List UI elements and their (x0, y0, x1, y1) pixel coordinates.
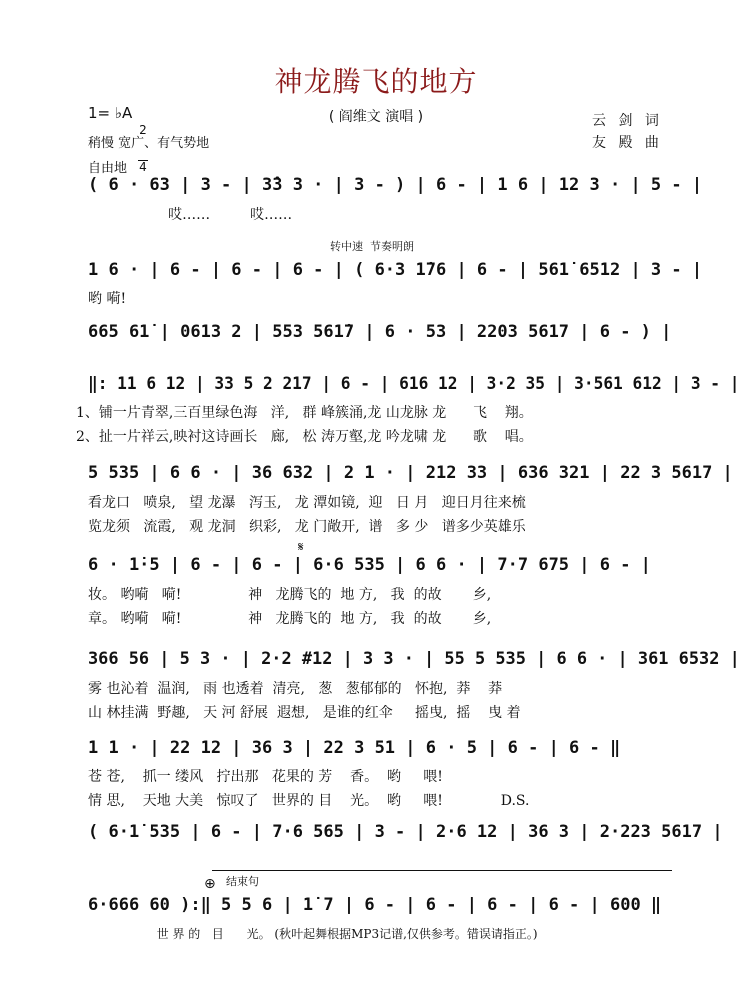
segno-sign: 𝄋 (298, 540, 304, 555)
lyric-row-6-verse-1: 妆。 哟嗬 嗬! 神 龙腾飞的 地 方, 我 的故 乡, (88, 587, 492, 603)
lyric-row-5-verse-2: 览龙须 流霞, 观 龙洞 织彩, 龙 门敞开, 谱 多 少 谱多少英雄乐 (88, 519, 526, 535)
singer-line: ( 阎维文 演唱 ) (328, 109, 424, 125)
free-tempo-mark: 自由地 (88, 161, 128, 176)
lyric-row-8-verse-2: 情 思, 天地 大美 惊叹了 世界的 目 光。 哟 喂! D.S. (88, 793, 530, 809)
lyric-row-5-verse-1: 看龙口 喷泉, 望 龙瀑 泻玉, 龙 潭如镜, 迎 日 月 迎日月往来梳 (88, 495, 526, 511)
lyric-row-6-verse-2: 章。 哟嗬 嗬! 神 龙腾飞的 地 方, 我 的故 乡, (88, 611, 492, 627)
lyric-row-4-verse-1: 1、铺一片青翠,三百里绿色海 洋, 群 峰簇涌,龙 山龙脉 龙 飞 翔。 (76, 405, 533, 421)
time-bottom: 4 (139, 160, 147, 174)
score-row-3: 665 61̇ | 0613 2 | 553 561̇7 | 6 · 53 | 2203 5617 | 6 - ) | (88, 322, 672, 342)
song-title: 神龙腾飞的地方 (274, 65, 478, 98)
time-top: 2 (139, 123, 147, 137)
score-row-2: 1 6 · | 6 - | 6 - | 6 - | ( 6·3 1̇76 | 6 - | 561̇ 6512 | 3 - | (88, 260, 703, 280)
lyric-row-7-verse-1: 雾 也沁着 温润, 雨 也透着 清亮, 葱 葱郁郁的 怀抱, 莽 莽 (88, 681, 503, 697)
tempo-marking: 稍慢 宽广、有气势地 (88, 136, 210, 151)
score-row-6: 6 · 1̇·5 | 6 - | 6 - | 6·6 535 | 6 6 · | 7·7 675 | 6 - | (88, 555, 651, 575)
composer: 友 殿 曲 (592, 135, 663, 151)
lyric-row-8-verse-1: 苍 苍, 抓一 缕风 拧出那 花果的 芳 香。 哟 喂! (88, 769, 443, 785)
lyricist: 云 剑 词 (592, 113, 663, 129)
tempo-change-mark: 转中速 节奏明朗 (330, 240, 414, 253)
score-row-7: 366 56 | 5 3 · | 2·2 #12 | 3 3 · | 55 5 535 | 6 6 · | 361 6532 | (88, 649, 740, 669)
score-row-9: ( 6·1̇ 535 | 6 - | 7·6 565 | 3 - | 2·6 12 | 36 3 | 2·223 5617 | (88, 822, 723, 842)
score-row-4: ‖: 11 6 12 | 33 5 2 217 | 6 - | 616 12 | 3·2 35 | 3·561 612 | 3 - | (88, 374, 740, 394)
lyric-row-1: 哎…… 哎…… (88, 207, 293, 223)
score-row-10: 6·666 60 ):‖ 5 5 6 | 1̇ 7 | 6 - | 6 - | 6 - | 6 - | 600 ‖ (88, 895, 662, 915)
score-row-1: ( 6 · 63 | 3 - | 3̂3 3 · | 3 - ) | 6 - | 1 6 | 12 3 · | 5 - | (88, 175, 703, 195)
score-row-5: 5 535 | 6 6 · | 36 632 | 2 1 · | 212 33 | 636 321 | 22 3 5617 | (88, 463, 733, 483)
key-signature: 1= ♭A (88, 104, 133, 122)
lyric-row-10: 世 界 的 目 光。 (秋叶起舞根据MP3记谱,仅供参考。错误请指正。) (88, 927, 538, 941)
coda-bracket (212, 870, 672, 871)
lyric-row-2: 哟 嗬! (88, 291, 127, 307)
score-row-8: 1 1 · | 22 12 | 36 3 | 22 3 51 | 6 · 5 | 6 - | 6 - ‖ (88, 738, 621, 758)
coda-label: 结束句 (226, 875, 259, 888)
lyric-row-4-verse-2: 2、扯一片祥云,映衬这诗画长 廊, 松 涛万壑,龙 吟龙啸 龙 歌 唱。 (76, 429, 533, 445)
coda-sign: ⊕ (204, 876, 216, 892)
lyric-row-7-verse-2: 山 林挂满 野趣, 天 河 舒展 遐想, 是谁的红伞 摇曳, 摇 曳 着 (88, 705, 521, 721)
